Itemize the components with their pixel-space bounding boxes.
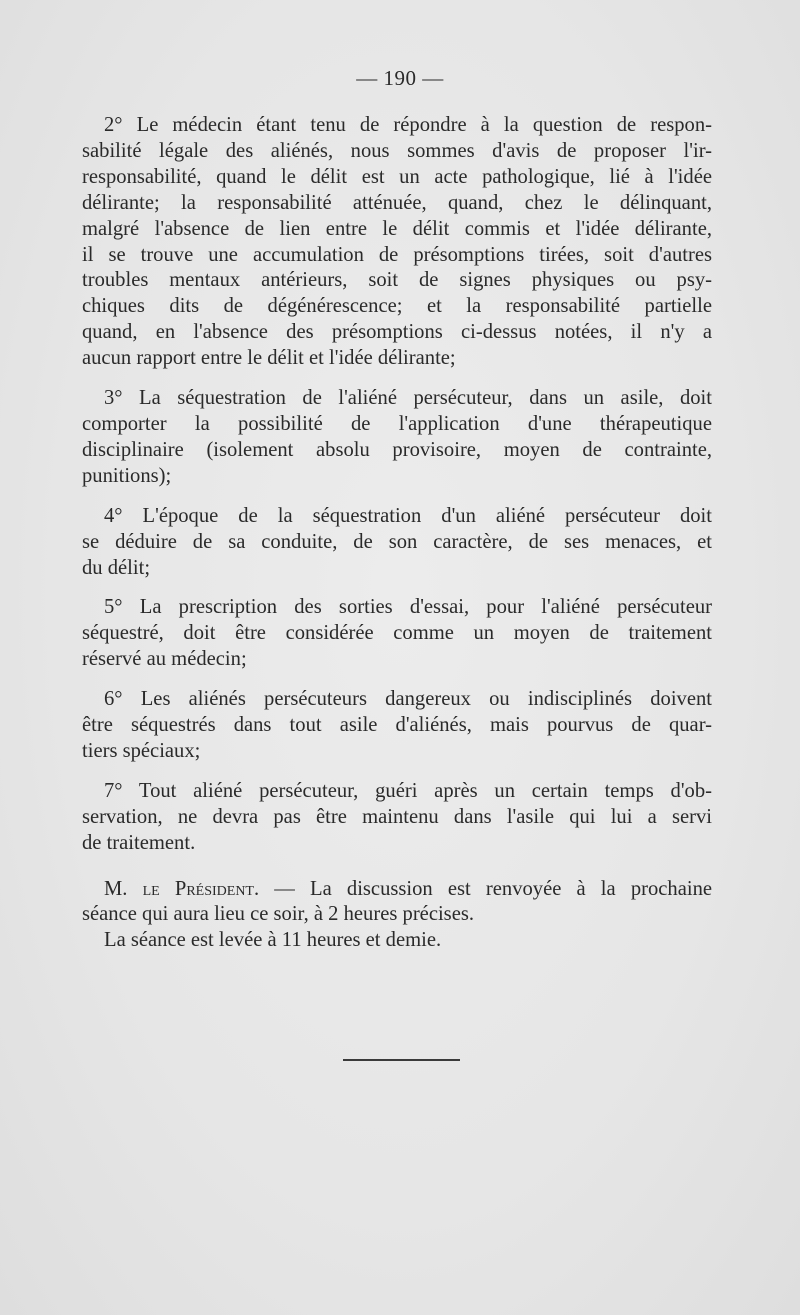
text-line: séance qui aura lieu ce soir, à 2 heures précises.: [82, 903, 474, 926]
paragraph-item-3: [82, 386, 712, 490]
text-line: sabilité légale des aliénés, nous sommes d'avis de proposer l'ir-: [82, 139, 712, 162]
text-line: 3° La séquestration de l'aliéné persécuteur, dans un asile, doit: [104, 387, 712, 410]
section-end-rule: [343, 1059, 460, 1061]
text-line: 2° Le médecin étant tenu de répondre à la question de respon-: [104, 114, 712, 136]
text-line: responsabilité, quand le délit est un acte pathologique, lié à l'idée: [82, 165, 712, 188]
text-line: quand, en l'absence des présomptions ci-dessus notées, il n'y a: [82, 321, 712, 344]
text-line: comporter la possibilité de l'application d'une thérapeutique: [82, 412, 712, 435]
text-line: délirante; la responsabilité atténuée, quand, chez le délinquant,: [82, 191, 712, 214]
text-line: réservé au médecin;: [82, 648, 247, 671]
paragraph-item-2: [82, 113, 712, 372]
paragraph-item-4: [82, 504, 712, 582]
paragraph-item-5: [82, 595, 712, 673]
text-line: malgré l'absence de lien entre le délit commis et l'idée délirante,: [82, 217, 712, 240]
paragraph-item-6: [82, 687, 712, 765]
text-line: il se trouve une accumulation de présomptions tirées, soit d'autres: [82, 243, 712, 266]
speaker-name: M. le Président.: [104, 877, 260, 900]
text-line: [82, 877, 712, 903]
speaker-statement: — La discussion est renvoyée à la prochaine: [259, 877, 713, 900]
text-line: La séance est levée à 11 heures et demie.: [104, 929, 442, 952]
text-line: punitions);: [82, 464, 172, 487]
text-line: se déduire de sa conduite, de son caractère, de ses menaces, et: [82, 530, 712, 553]
closing-paragraph: [82, 877, 712, 955]
text-line: être séquestrés dans tout asile d'aliénés, mais pourvus de quar-: [82, 714, 712, 737]
text-line: 6° Les aliénés persécuteurs dangereux ou indisciplinés doivent: [104, 688, 712, 711]
paragraph-item-7: [82, 779, 712, 857]
text-line: du délit;: [82, 556, 151, 579]
text-line: aucun rapport entre le délit et l'idée délirante;: [82, 347, 456, 370]
text-line: disciplinaire (isolement absolu provisoire, moyen de contrainte,: [82, 438, 712, 461]
text-line: tiers spéciaux;: [82, 739, 201, 762]
text-line: séquestré, doit être considérée comme un moyen de traitement: [82, 622, 712, 645]
text-line: de traitement.: [82, 831, 196, 854]
text-line: chiques dits de dégénérescence; et la responsabilité partielle: [82, 295, 712, 318]
text-line: 4° L'époque de la séquestration d'un aliéné persécuteur doit: [104, 504, 712, 527]
text-line: 5° La prescription des sorties d'essai, pour l'aliéné persécuteur: [104, 596, 712, 619]
body-text: [82, 113, 712, 968]
text-line: 7° Tout aliéné persécuteur, guéri après un certain temps d'ob-: [104, 779, 712, 802]
text-line: troubles mentaux antérieurs, soit de signes physiques ou psy-: [82, 269, 712, 292]
page-number: — 190 —: [356, 66, 444, 90]
text-line: servation, ne devra pas être maintenu dans l'asile qui lui a servi: [82, 805, 712, 828]
